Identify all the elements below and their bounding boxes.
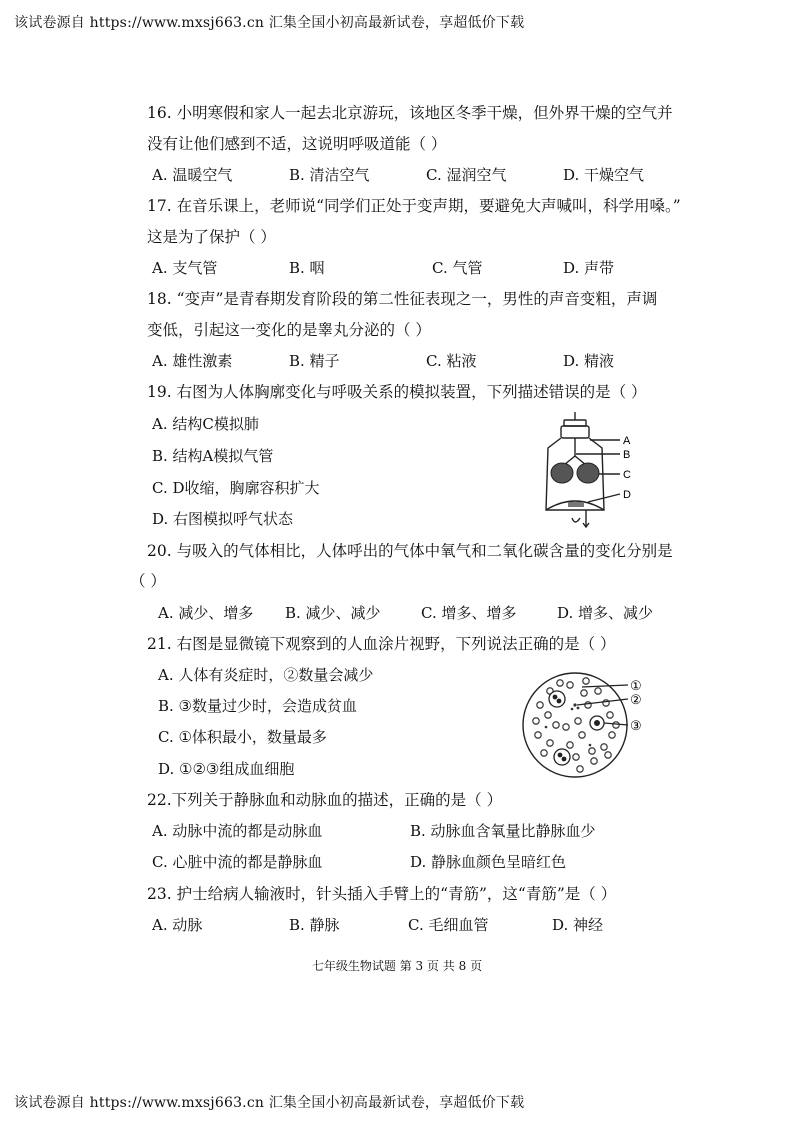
q18-line-2: 变低，引起这一变化的是睾丸分泌的（ ） — [147, 321, 431, 339]
microscope-field-circle — [523, 673, 627, 777]
q22-option-c: C. 心脏中流的都是静脉血 — [152, 853, 323, 871]
q21-option-c: C. ①体积最小，数量最多 — [158, 728, 327, 746]
q17-option-c: C. 气管 — [432, 259, 483, 277]
q16-option-d: D. 干燥空气 — [563, 166, 645, 184]
lung-model-label-c: C — [623, 469, 631, 481]
q16-line-2: 没有让他们感到不适，这说明呼吸道能（ ） — [147, 135, 447, 153]
q23-line-1: 23. 护士给病人输液时，针头插入手臂上的“青筋”，这“青筋”是（ ） — [147, 885, 617, 903]
lung-model-stopper — [564, 420, 586, 426]
q17-option-b: B. 咽 — [289, 259, 325, 277]
q20-option-d: D. 增多、减少 — [557, 604, 654, 622]
q23-option-b: B. 静脉 — [289, 916, 340, 934]
q21-option-a: A. 人体有炎症时，②数量会减少 — [158, 666, 374, 684]
q16-option-c: C. 湿润空气 — [426, 166, 507, 184]
lung-model-left-balloon — [551, 463, 573, 483]
q19-option-d: D. 右图模拟呼气状态 — [152, 510, 294, 528]
lung-model-right-balloon — [577, 463, 599, 483]
lung-model-membrane-handle — [568, 502, 584, 507]
q17-option-d: D. 声带 — [563, 259, 615, 277]
q23-option-c: C. 毛细血管 — [408, 916, 489, 934]
lung-model-figure — [528, 410, 638, 528]
blood-smear-label-2: ② — [630, 692, 642, 707]
q20-option-b: B. 减少、减少 — [285, 604, 381, 622]
q19-option-a: A. 结构C模拟肺 — [152, 415, 259, 433]
q18-line-1: 18. “变声”是青春期发育阶段的第二性征表现之一，男性的声音变粗，声调 — [147, 290, 658, 308]
q21-line-1: 21. 右图是显微镜下观察到的人血涂片视野，下列说法正确的是（ ） — [147, 635, 616, 653]
q16-line-1: 16. 小明寒假和家人一起去北京游玩，该地区冬季干燥，但外界干燥的空气并 — [147, 104, 673, 122]
q19-option-b: B. 结构A模拟气管 — [152, 447, 274, 465]
q18-option-b: B. 精子 — [289, 352, 340, 370]
blood-smear-figure — [520, 665, 660, 785]
q16-option-b: B. 清洁空气 — [289, 166, 370, 184]
lung-model-label-b: B — [623, 449, 631, 461]
lung-model-label-a: A — [623, 435, 631, 447]
q20-line-2: （ ） — [130, 572, 166, 590]
q17-line-2: 这是为了保护（ ） — [147, 228, 276, 246]
q16-option-a: A. 温暖空气 — [152, 166, 233, 184]
q17-line-1: 17. 在音乐课上，老师说“同学们正处于变声期，要避免大声喊叫，科学用嗓。” — [147, 197, 681, 215]
white-blood-cell-3 — [590, 716, 604, 730]
source-banner-bottom: 该试卷源自 https://www.mxsj663.cn 汇集全国小初高最新试卷，享超低价下载 — [14, 1095, 525, 1111]
q23-option-a: A. 动脉 — [152, 916, 203, 934]
q20-option-a: A. 减少、增多 — [158, 604, 254, 622]
q18-option-d: D. 精液 — [563, 352, 615, 370]
white-blood-cell-1 — [549, 691, 565, 707]
q22-line-1: 22.下列关于静脉血和动脉血的描述，正确的是（ ） — [147, 791, 503, 809]
q22-option-b: B. 动脉血含氧量比静脉血少 — [410, 822, 596, 840]
q20-option-c: C. 增多、增多 — [421, 604, 517, 622]
white-blood-cell-2 — [554, 749, 570, 765]
q18-option-c: C. 粘液 — [426, 352, 477, 370]
q19-option-c: C. D收缩，胸廓容积扩大 — [152, 479, 320, 497]
q23-option-d: D. 神经 — [552, 916, 604, 934]
q21-option-d: D. ①②③组成血细胞 — [158, 760, 295, 778]
q20-line-1: 20. 与吸入的气体相比，人体呼出的气体中氧气和二氧化碳含量的变化分别是 — [147, 542, 673, 560]
lung-model-label-d: D — [623, 489, 631, 501]
page-footer: 七年级生物试题 第 3 页 共 8 页 — [311, 959, 483, 973]
q17-option-a: A. 支气管 — [152, 259, 218, 277]
blood-smear-label-1: ① — [630, 678, 642, 693]
q22-option-d: D. 静脉血颜色呈暗红色 — [410, 853, 567, 871]
q18-option-a: A. 雄性激素 — [152, 352, 233, 370]
source-banner-top: 该试卷源自 https://www.mxsj663.cn 汇集全国小初高最新试卷，享超低价下载 — [14, 15, 525, 31]
q21-option-b: B. ③数量过少时，会造成贫血 — [158, 697, 358, 715]
blood-smear-label-3: ③ — [630, 718, 642, 733]
q22-option-a: A. 动脉中流的都是动脉血 — [152, 822, 323, 840]
q19-line-1: 19. 右图为人体胸廓变化与呼吸关系的模拟装置，下列描述错误的是（ ） — [147, 383, 647, 401]
